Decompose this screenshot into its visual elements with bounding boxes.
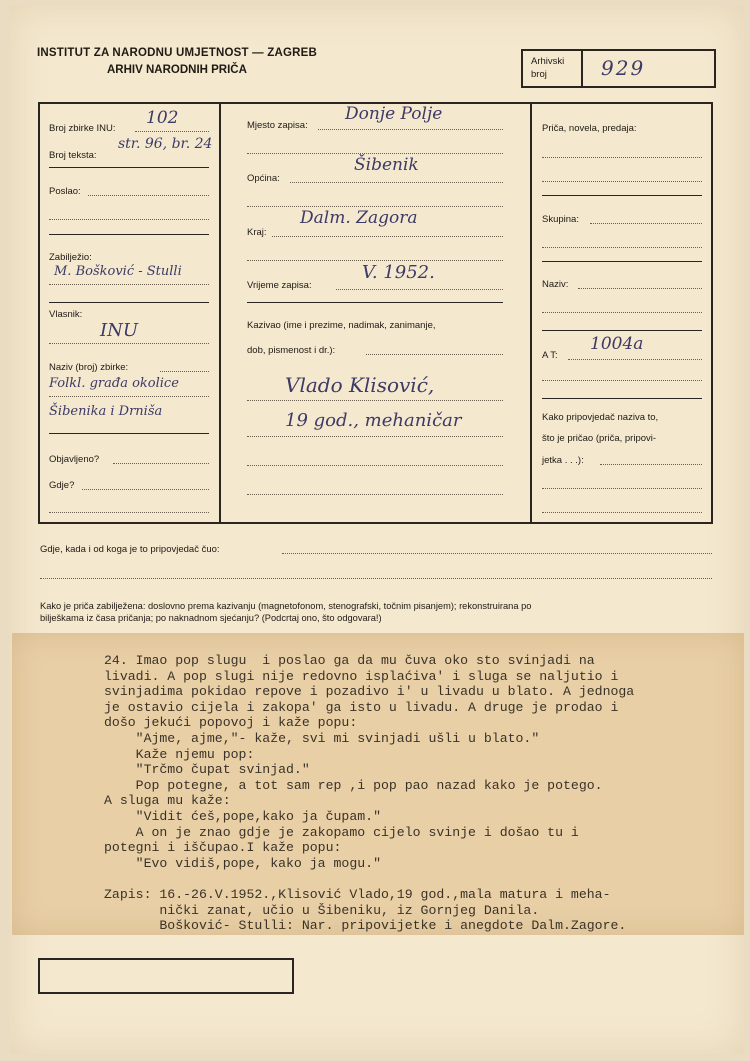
typed-line: potegni i iščupao.I kaže popu: xyxy=(104,840,342,856)
typed-line: Bošković- Stulli: Nar. pripovijetke i anegdote Dalm.Zagore. xyxy=(159,918,627,934)
poslao-dots xyxy=(88,195,209,196)
vlasnik-value: INU xyxy=(100,320,139,341)
naziv-zbirke-dots-2 xyxy=(49,396,209,397)
broj-teksta-label: Broj teksta: xyxy=(49,150,97,161)
kako-label-3: jetka . . .): xyxy=(542,455,584,466)
skupina-label: Skupina: xyxy=(542,214,579,225)
kazivao-dots-3 xyxy=(247,436,503,437)
broj-zbirke-dots xyxy=(135,131,209,132)
gdje-kada-dots-2 xyxy=(40,578,712,579)
typed-line: "Ajme, ajme,"- kaže, svi mi svinjadi ušli u blato." xyxy=(135,730,540,746)
column-divider-right xyxy=(530,102,532,524)
kazivao-value-2: 19 god., mehaničar xyxy=(285,410,462,431)
prica-dots-2 xyxy=(542,181,702,182)
mjesto-dots xyxy=(318,129,503,130)
vrijeme-label: Vrijeme zapisa: xyxy=(247,280,312,291)
typed-line: 24. Imao pop slugu i poslao ga da mu čuva oko sto svinjadi na xyxy=(104,653,595,668)
zabiljezio-label: Zabilježio: xyxy=(49,252,92,263)
typed-line: "Vidit ćeš,pope,kako ja čupam." xyxy=(135,808,381,824)
kazivao-value-1: Vlado Klisović, xyxy=(285,373,435,397)
column-divider-left xyxy=(219,102,221,524)
bottom-empty-box xyxy=(38,958,294,994)
naziv-label: Naziv: xyxy=(542,279,569,290)
kako-dots-2 xyxy=(542,488,702,489)
typed-story-text xyxy=(104,653,634,934)
gdje-kada-label: Gdje, kada i od koga je to pripovjedač čuo: xyxy=(40,544,220,555)
at-dots xyxy=(568,359,702,360)
kraj-label: Kraj: xyxy=(247,227,267,238)
kazivao-dots-5 xyxy=(247,494,503,495)
naziv-dots-2 xyxy=(542,312,702,313)
archive-number-label xyxy=(531,55,564,81)
naziv-zbirke-dots xyxy=(160,371,209,372)
poslao-label: Poslao: xyxy=(49,186,81,197)
broj-teksta-value: str. 96, br. 24 xyxy=(118,136,213,152)
mjesto-dots-2 xyxy=(247,153,503,154)
typed-line: je ostavio cijela i zakopa' ga isto u livadu. A druge je prodao i xyxy=(104,699,619,715)
vlasnik-dots xyxy=(49,343,209,344)
kako-label-2: što je pričao (priča, pripovi- xyxy=(542,433,657,444)
mjesto-value-2: Šibenik xyxy=(354,155,419,175)
kazivao-dots-4 xyxy=(247,465,503,466)
gdje-dots xyxy=(82,489,209,490)
prica-label: Priča, novela, predaja: xyxy=(542,123,637,134)
kazivao-label: Kazivao (ime i prezime, nadimak, zanimanje, xyxy=(247,320,436,331)
opcina-dots-2 xyxy=(247,206,503,207)
left-separator-1 xyxy=(49,167,209,168)
zabiljezio-value: M. Bošković - Stulli xyxy=(54,264,182,279)
at-label: A T: xyxy=(542,350,558,361)
poslao-dots-2 xyxy=(49,219,209,220)
zabiljezio-dots xyxy=(49,284,209,285)
mjesto-label: Mjesto zapisa: xyxy=(247,120,308,131)
gdje-label: Gdje? xyxy=(49,480,75,491)
skupina-dots xyxy=(590,223,702,224)
typed-story-slip xyxy=(12,633,744,935)
typed-line: nički zanat, učio u Šibeniku, iz Gornjeg Danila. xyxy=(159,902,540,918)
vlasnik-label: Vlasnik: xyxy=(49,309,83,320)
typed-line: Zapis: 16.-26.V.1952.,Klisović Vlado,19 god.,mala matura i meha- xyxy=(104,886,611,902)
typed-line: Kaže njemu pop: xyxy=(135,746,255,762)
naziv-zbirke-line-1: Folkl. građa okolice xyxy=(49,376,179,391)
at-value: 1004a xyxy=(590,334,644,354)
typed-line: A sluga mu kaže: xyxy=(104,793,231,809)
kazivao-dots xyxy=(366,354,503,355)
typed-line: Pop potegne, a tot sam rep ,i pop pao nazad kako je potego. xyxy=(135,777,603,793)
kraj-dots-2 xyxy=(247,260,503,261)
archive-box-divider xyxy=(581,51,583,86)
typed-line: "Evo vidiš,pope, kako ja mogu." xyxy=(135,855,381,871)
broj-label: broj xyxy=(531,69,547,80)
vrijeme-value: V. 1952. xyxy=(362,262,435,283)
kako-dots-3 xyxy=(542,512,702,513)
right-separator-1 xyxy=(542,195,702,196)
archive-number-box xyxy=(521,49,716,88)
typed-line: došo jekući popovoj i kaže popu: xyxy=(104,715,358,731)
mjesto-value: Donje Polje xyxy=(345,104,443,124)
kraj-dots xyxy=(272,236,503,237)
gdje-dots-2 xyxy=(49,512,209,513)
kako-zabiljezena-line-2: bilješkama iz časa pričanja; po naknadnom sjećanju? (Podcrtaj ono, što odgovara!) xyxy=(40,613,382,623)
opcina-dots xyxy=(290,182,503,183)
kraj-value: Dalm. Zagora xyxy=(300,208,418,228)
right-separator-3 xyxy=(542,330,702,331)
broj-zbirke-label: Broj zbirke INU: xyxy=(49,123,116,134)
kako-label-1: Kako pripovjedač naziva to, xyxy=(542,412,659,423)
opcina-label: Općina: xyxy=(247,173,280,184)
objavljeno-label: Objavljeno? xyxy=(49,454,100,465)
right-separator-4 xyxy=(542,398,702,399)
broj-zbirke-value: 102 xyxy=(146,108,179,128)
typed-line: svinjadima pokidao repove i pozadivo i' u livadu u blato. A jednoga xyxy=(104,684,635,700)
kazivao-label-2: dob, pismenost i dr.): xyxy=(247,345,336,356)
right-separator-2 xyxy=(542,261,702,262)
archive-number-value: 929 xyxy=(601,56,646,80)
typed-line: "Trčmo čupat svinjad." xyxy=(135,762,310,778)
naziv-zbirke-label: Naziv (broj) zbirke: xyxy=(49,362,129,373)
naziv-zbirke-line-2: Šibenika i Drniša xyxy=(49,404,163,419)
skupina-dots-2 xyxy=(542,247,702,248)
archive-title: ARHIV NARODNIH PRIČA xyxy=(107,64,247,76)
middle-separator xyxy=(247,302,503,303)
kako-zabiljezena-line-1: Kako je priča zabilježena: doslovno prema kazivanju (magnetofonom, stenografski, točnim pisanjem); rekonstruirana po xyxy=(40,601,532,611)
kazivao-dots-2 xyxy=(247,400,503,401)
at-dots-2 xyxy=(542,380,702,381)
left-separator-2 xyxy=(49,234,209,235)
gdje-kada-dots xyxy=(282,553,712,554)
naziv-dots xyxy=(578,288,702,289)
left-separator-4 xyxy=(49,433,209,434)
kako-dots xyxy=(600,464,702,465)
arhivski-label: Arhivski xyxy=(531,56,565,67)
vrijeme-dots xyxy=(336,289,503,290)
prica-dots-1 xyxy=(542,157,702,158)
institute-title: INSTITUT ZA NARODNU UMJETNOST — ZAGREB xyxy=(37,47,317,59)
objavljeno-dots xyxy=(113,463,209,464)
left-separator-3 xyxy=(49,302,209,303)
typed-line: A on je znao gdje je zakopamo cijelo svinje i došao tu i xyxy=(135,824,579,840)
typed-line: livadi. A pop slugi nije redovno isplaćiva' i sluga se naljutio i xyxy=(104,668,619,684)
